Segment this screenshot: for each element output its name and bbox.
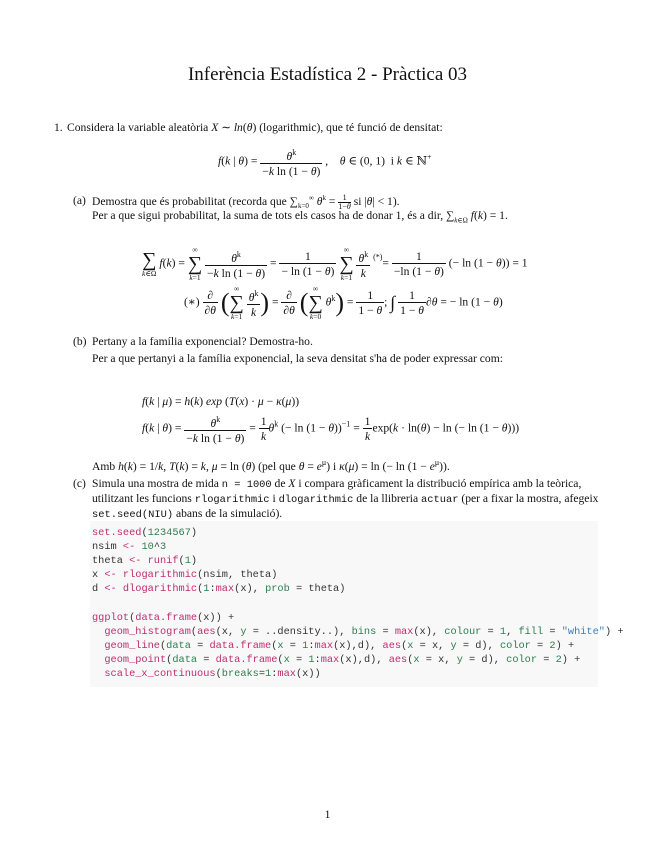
code-line: scale_x_continuous(breaks=1:max(x)) xyxy=(104,667,321,680)
part-a-explanation: Per a que sigui probabilitat, la suma de tots els casos ha de donar 1, és a dir, $\sum_{k\in\Omega}$ f(k) = 1. xyxy=(92,209,508,225)
code-line: geom_point(data = data.frame(x = 1:max(x),d), aes(x = x, y = d), color = 2) + xyxy=(104,653,581,666)
problem-intro: Considera la variable aleatòria X ∼ ln(θ) (logarithmic), que té funció de densitat: xyxy=(67,121,443,134)
page-title: Inferència Estadística 2 - Pràctica 03 xyxy=(187,64,468,85)
part-b-density-rewrite: f(k | θ) = $\frac{\theta^k}{\text{−k ln (1 − θ)}}$ = $\frac{1}{k}$ $\theta^k$ (− ln (1 − θ))$^{-1}$ = $\frac{1}{k}$ exp(k · ln(θ) − ln (− ln (1 − θ))) xyxy=(142,414,520,445)
part-b-label: (b) xyxy=(73,335,87,348)
code-line: theta <- runif(1) xyxy=(92,555,198,568)
part-b-exp-family-form: f(k | μ) = h(k) exp (T(x) · μ − κ(μ)) xyxy=(142,395,300,408)
part-b-explanation: Per a que pertanyi a la família exponencial, la seva densitat s'ha de poder expressar com: xyxy=(92,352,503,365)
code-line: d <- dlogarithmic(1:max(x), prob = theta) xyxy=(92,583,346,596)
part-b-question: Pertany a la família exponencial? Demostra-ho. xyxy=(92,335,313,348)
part-a-derivative-note: (∗) $\frac{\partial}{\partial\theta}$ ( ∞ ∑ k=1 $\frac{\theta^k}{k}$ ) = $\frac{\partial}{\partial\theta}$ ( ∞ ∑ k=0 $\theta^k$) = $\frac{1}{1 - \theta}$ ; ∫ $\frac{1}{1 - \theta}$ ∂θ = − ln (1 − θ) xyxy=(184,284,503,321)
code-line: x <- rlogarithmic(nsim, theta) xyxy=(92,569,278,582)
r-code xyxy=(92,526,624,681)
page-number: 1 xyxy=(324,808,331,821)
code-line: geom_line(data = data.frame(x = 1:max(x),d), aes(x = x, y = d), color = 2) + xyxy=(104,639,575,652)
code-line: nsim <- 10^3 xyxy=(92,541,167,554)
code-line: geom_histogram(aes(x, y = ..density..), bins = max(x), colour = 1, fill = "white") + xyxy=(104,625,624,638)
part-a-label: (a) xyxy=(73,194,86,207)
density-equation: f(k | θ) = $\frac{\theta^k}{\text{−k ln (1 − θ)}}$ , θ ∈ (0, 1) i k ∈ ℕ+ xyxy=(218,148,432,178)
part-c-line3: set.seed(NIU) abans de la simulació). xyxy=(92,507,283,521)
problem-number: 1. xyxy=(54,121,63,134)
part-c-line2: utilitzant les funcions rlogarithmic i dlogarithmic de la llibreria actuar (per a fixar la mostra, afegeix xyxy=(92,492,599,506)
code-line: set.seed(1234567) xyxy=(92,527,198,539)
part-c-label: (c) xyxy=(73,477,86,490)
part-a-sum-equation: ∑ k∈Ω f(k) = ∞ ∑ k=1 $\frac{\theta^k}{\text{−k ln (1 − θ)}}$ = $\frac{1}{- \ln (1 - \theta)}$ ∞ ∑ k=1 $\frac{\theta^k}{k}$ (*)= $\frac{1}{-\ln (1 - \theta)}$ (− ln (1 − θ)) = 1 xyxy=(142,245,528,282)
part-a-statement: Demostra que és probabilitat (recorda que $\sum_{k=0}^\infty$ $\theta^k$ = $\frac{1}{1-\theta}$ si |θ| < 1). xyxy=(92,192,400,211)
part-c-line1: Simula una mostra de mida n = 1000 de X i compara gràficament la distribució empírica amb la teòrica, xyxy=(92,477,582,491)
part-b-conclusion: Amb h(k) = 1/k, T(k) = k, μ = ln (θ) (pel que $\theta = e^\mu$) i κ(μ) = ln (− $\ln (1 - e^\mu)$). xyxy=(92,458,450,473)
code-line: ggplot(data.frame(x)) + xyxy=(92,611,235,624)
